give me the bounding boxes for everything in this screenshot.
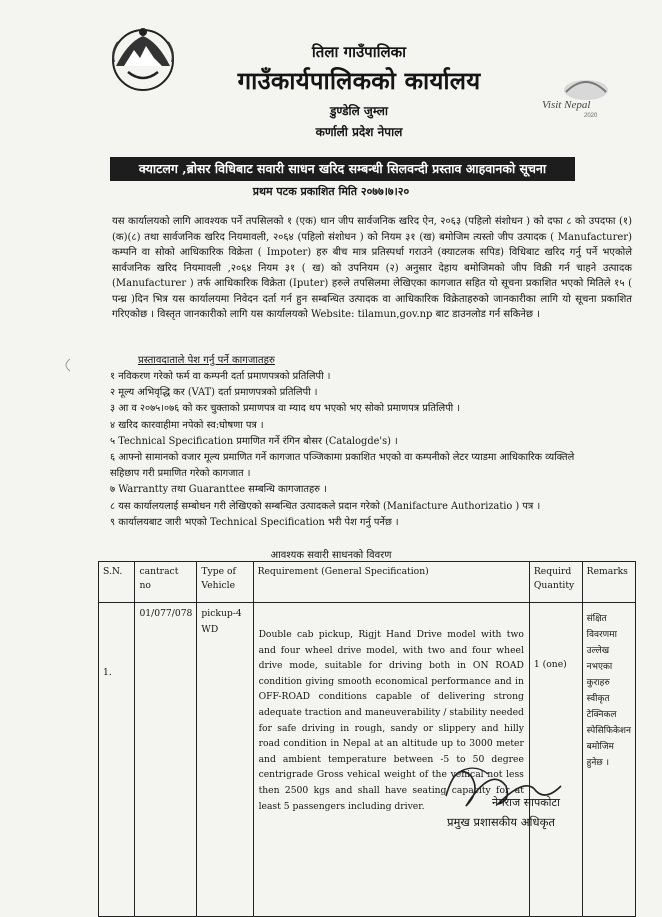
- header-office-name: गाउँकार्यपालिकको कार्यालय: [237, 66, 481, 95]
- cell-specification: Double cab pickup, Rigjt Hand Drive model with two and four wheel drive model, with two and four wheel drive mode, suitable for driving both in ON ROAD condition giving smooth economical performance and in OFF-ROAD conditions capable of delivering strong adequate traction and maneuverability / stability needed for safe driving in rough, sandy or slippery and hilly road condition in Nepal at an altitude up to 3000 meter and ambient temperature between -5 to 50 degree centrigrade Gross vehical weight of the vehical not less then 2500 kgs and shall have seating capacity for at least 5 passengers including driver.: [253, 603, 529, 917]
- documents-list: [110, 369, 635, 531]
- documents-heading: प्रस्तावदाताले पेश गर्नु पर्ने कागजातहरु: [138, 355, 275, 366]
- list-item: १ नविकरण गरेको फर्म वा कम्पनी दर्ता प्रमाणपत्रको प्रतिलिपी ।: [110, 371, 331, 382]
- cell-remarks: संक्षित विवरणमा उल्लेख नभएका कुराहरु स्वीकृत टेक्निकल स्पेसिफिकेशन बमोजिम हुनेछ ।: [582, 603, 635, 917]
- header-remarks: Remarks: [582, 562, 635, 603]
- svg-text:2020: 2020: [584, 113, 598, 119]
- margin-mark-icon: [60, 357, 76, 373]
- header-location: डुण्डेलि जुम्ला: [329, 104, 389, 118]
- vehicle-requirement-table: [98, 561, 636, 917]
- header-vehicle-type: Type of Vehicle: [197, 562, 253, 603]
- list-item: ४ खरिद कारवाहीमा नपेको स्व:घोषणा पत्र ।: [110, 419, 264, 431]
- cell-sn: 1.: [99, 603, 135, 917]
- list-item: ६ आफ्नो सामानको वजार मूल्य प्रमाणित गर्ने कागजात पञ्जिकामा प्रकाशित भएको वा कम्पनीको लेटर प्याडमा आधिकारिक व्यक्तिले: [110, 452, 575, 464]
- notice-title-banner: क्याटलग ,ब्रोसर विधिबाट सवारी साधन खरिद सम्बन्धी सिलवन्दी प्रस्ताव आहवानको सूचना: [110, 157, 575, 181]
- header-sn: S.N.: [99, 562, 135, 603]
- list-item: ८ यस कार्यालयलाई सम्बोधन गरी लेखिएको सम्बन्धित उत्पादकले प्रदान गरेको (Manifacture Authorizatio ) पत्र ।: [110, 500, 541, 512]
- list-item: ५ Technical Specification प्रमाणित गर्ने रंगिन बोसर (Catalogde's) ।: [110, 435, 398, 447]
- header-province: कर्णाली प्रदेश नेपाल: [315, 125, 403, 139]
- list-item: ९ कार्यालयबाट जारी भएको Technical Specification भरी पेश गर्नु पर्नेछ ।: [110, 516, 399, 528]
- signatory-name: नेमराज सापकोटा: [492, 796, 560, 809]
- table-header-row: [99, 562, 636, 603]
- list-item: सहिछाप गरी प्रमाणित गरेको कागजात ।: [110, 468, 251, 480]
- list-item: २ मूल्य अभिवृद्धि कर (VAT) दर्ता प्रमाणपत्रको प्रतिलिपी ।: [110, 387, 318, 399]
- cell-quantity: 1 (one): [529, 603, 582, 917]
- header-quantity: Requird Quantity: [529, 562, 582, 603]
- published-date: प्रथम पटक प्रकाशित मिति २०७७।७।२०: [252, 185, 410, 198]
- header-palika-name: तिला गाउँपालिका: [311, 43, 407, 61]
- notice-paragraph: यस कार्यालयको लागि आवश्यक पर्ने तपसिलको १ (एक) थान जीप सार्वजनिक खरिद ऐन, २०६३ (पहिलो संशोधन ) को दफा ८ को उपदफा (१) (क)(८) तथा सार्वजनिक खरिद नियमावली, २०६४ (पहिलो संशोधन ) को नियम ३१ (ख) बमोजिम त्यस्तो जीप उत्पादक ( Manufacturer) कम्पनि वा सोको आधिकारिक विक्रेता ( Impoter) हरु बीच मात्र प्रतिस्पर्धा गराउने (क्याटलक सपिड) विधिबाट खरिद गर्नु पर्ने भएकोले सार्वजनिक खरिद नियमावली ,२०६४ नियम ३१ ( ख) को उपनियम (२) अनुसार देहाय बमोजिमको जीप विक्री गर्न चाहने उत्पादक (Manufacturer ) तर्फ आधिकारिक विक्रेता (Iputer) हरुले तपसिलमा लेखिएका कागजात सहित यो सूचना प्रकाशित भएको मितिले १५ ( पन्ध्र )दिन भित्र यस कार्यालयमा निवेदन दर्ता गर्न हुन सम्बन्धित उत्पादक वा आधिकारिक विक्रेताहरुको जानकारीका लागि यो सूचना प्रकाशित गरिएकोछ । विस्तृत जानकारीको लागि यस कार्यालयको Website: tilamun,gov.np बाट डाउनलोड गर्न सकिनेछ ।: [112, 216, 632, 320]
- table-title: आवश्यक सवारी साधनको विवरण: [270, 550, 392, 561]
- header-contract-no: cantract no: [135, 562, 197, 603]
- list-item: ७ Warrantty तथा Guaranttee सम्बन्धि कागजातहरु ।: [110, 484, 327, 496]
- signatory-title: प्रमुख प्रशासकीय अधिकृत: [447, 815, 555, 829]
- svg-text:Visit Nepal: Visit Nepal: [542, 99, 591, 111]
- header-requirement: Requirement (General Specification): [253, 562, 529, 603]
- list-item: ३ आ व २०७५।०७६ को कर चुक्ताको प्रमाणपत्र वा म्याद थप भएको भए सोको प्रमाणपत्र प्रतिलिपी ।: [110, 403, 461, 415]
- cell-contract-no: 01/077/078: [135, 603, 197, 917]
- cell-vehicle-type: pickup-4 WD: [197, 603, 253, 917]
